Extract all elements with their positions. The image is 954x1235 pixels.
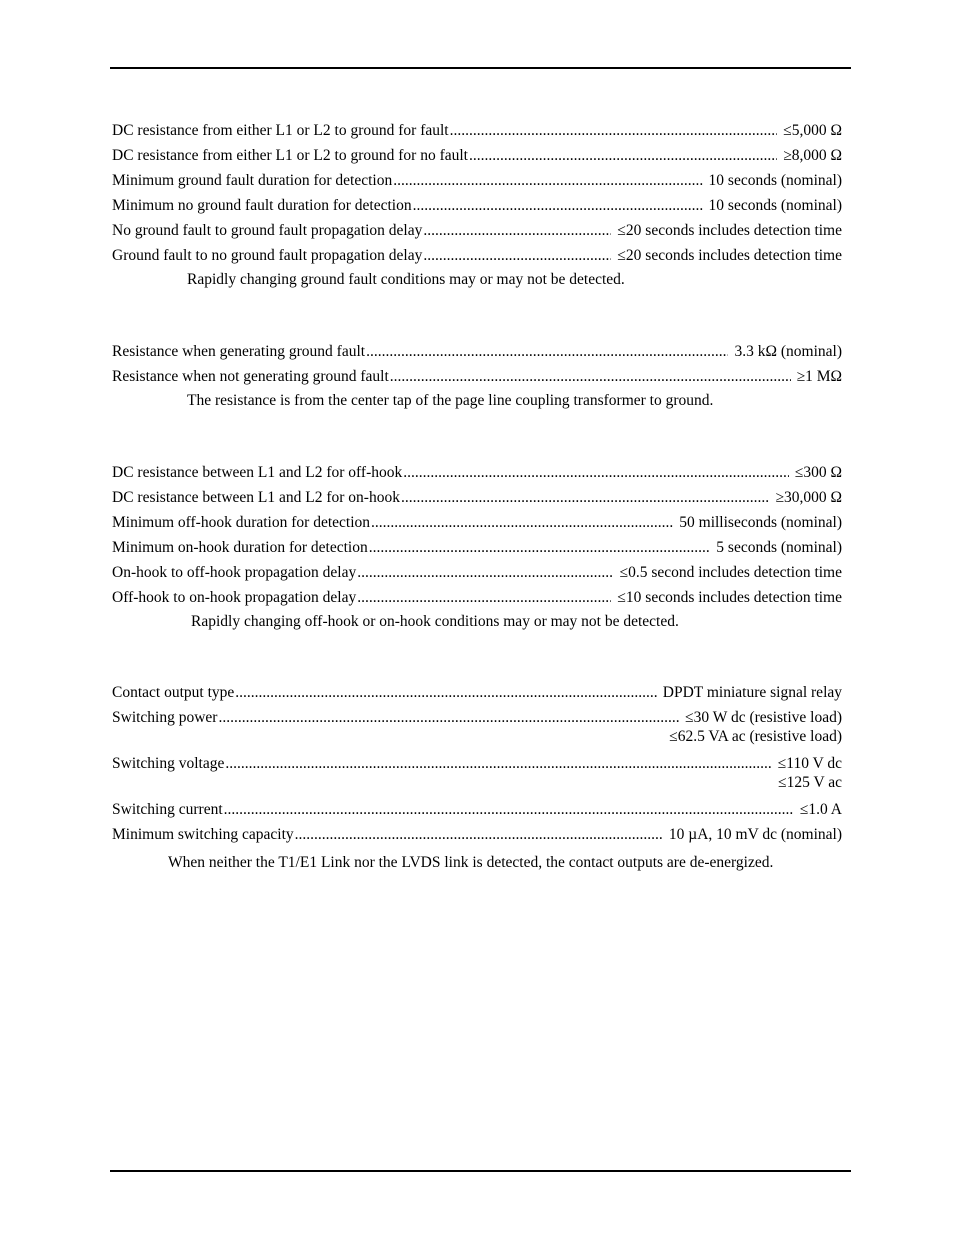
- spec-label: Resistance when generating ground fault: [112, 343, 366, 360]
- spec-label: DC resistance between L1 and L2 for off-hook: [112, 464, 403, 481]
- contact-outputs-note: When neither the T1/E1 Link nor the LVDS link is detected, the contact outputs are de-energized.: [168, 854, 774, 871]
- spec-value-continuation: ≤125 V ac: [778, 774, 842, 791]
- spec-value: 10 µA, 10 mV dc (nominal): [668, 826, 842, 843]
- dot-leader: [403, 460, 789, 485]
- dot-leader: [393, 168, 702, 193]
- spec-label: Ground fault to no ground fault propagation delay: [112, 247, 423, 264]
- dot-leader: [218, 705, 679, 730]
- spec-value: ≤20 seconds includes detection time: [617, 247, 842, 264]
- dot-leader: [401, 485, 770, 510]
- spec-value: ≤300 Ω: [794, 464, 842, 481]
- ground-fault-detection-note: Rapidly changing ground fault conditions may or may not be detected.: [187, 271, 625, 288]
- spec-value: ≤5,000 Ω: [783, 122, 842, 139]
- spec-row-off-to-on-hook-delay: [112, 585, 842, 610]
- dot-leader: [225, 751, 771, 776]
- spec-label: Off-hook to on-hook propagation delay: [112, 589, 357, 606]
- spec-row-not-generating-resistance: [112, 364, 842, 389]
- dot-leader: [423, 218, 611, 243]
- spec-row-off-hook-resistance: [112, 460, 842, 485]
- spec-row-min-off-hook-duration: [112, 510, 842, 535]
- spec-value: ≤0.5 second includes detection time: [619, 564, 842, 581]
- spec-value: ≥30,000 Ω: [775, 489, 842, 506]
- spec-value: 50 milliseconds (nominal): [679, 514, 842, 531]
- spec-label: DC resistance from either L1 or L2 to ground for no fault: [112, 147, 468, 164]
- spec-row-min-no-fault-duration: [112, 193, 842, 218]
- spec-value: DPDT miniature signal relay: [662, 684, 842, 701]
- spec-label: On-hook to off-hook propagation delay: [112, 564, 357, 581]
- spec-row-on-to-off-hook-delay: [112, 560, 842, 585]
- dot-leader: [224, 797, 794, 822]
- spec-value-continuation: ≤62.5 VA ac (resistive load): [669, 728, 842, 745]
- spec-row-no-fault-resistance: [112, 143, 842, 168]
- spec-row-switching-current: [112, 797, 842, 822]
- dot-leader: [390, 364, 791, 389]
- spec-value: ≥1 MΩ: [796, 368, 842, 385]
- spec-row-generating-resistance: [112, 339, 842, 364]
- dot-leader: [413, 193, 703, 218]
- spec-value: ≤1.0 A: [799, 801, 842, 818]
- spec-label: No ground fault to ground fault propagation delay: [112, 222, 423, 239]
- ground-fault-generation-section: [112, 339, 842, 413]
- spec-row-contact-output-type: [112, 680, 842, 705]
- spec-row-min-on-hook-duration: [112, 535, 842, 560]
- spec-label: Contact output type: [112, 684, 235, 701]
- spec-value: ≤20 seconds includes detection time: [617, 222, 842, 239]
- spec-label: Minimum no ground fault duration for detection: [112, 197, 412, 214]
- hook-detection-section: [112, 460, 842, 634]
- spec-label: Switching current: [112, 801, 223, 818]
- dot-leader: [357, 585, 611, 610]
- spec-row-min-switching-capacity: [112, 822, 842, 847]
- spec-label: Switching voltage: [112, 755, 225, 772]
- dot-leader: [235, 680, 657, 705]
- dot-leader: [469, 143, 777, 168]
- dot-leader: [366, 339, 728, 364]
- spec-row-fault-to-no-fault-delay: [112, 243, 842, 268]
- spec-value: ≤110 V dc: [777, 755, 842, 772]
- spec-row-switching-voltage: [112, 751, 842, 776]
- spec-value: ≤30 W dc (resistive load): [685, 709, 842, 726]
- dot-leader: [423, 243, 611, 268]
- hook-detection-note: Rapidly changing off-hook or on-hook conditions may or may not be detected.: [191, 613, 679, 630]
- footer-rule: [110, 1170, 851, 1172]
- dot-leader: [295, 822, 663, 847]
- spec-label: Minimum off-hook duration for detection: [112, 514, 370, 531]
- spec-row-min-fault-duration: [112, 168, 842, 193]
- ground-fault-generation-note: The resistance is from the center tap of the page line coupling transformer to ground.: [187, 392, 714, 409]
- spec-label: Minimum ground fault duration for detection: [112, 172, 393, 189]
- spec-label: DC resistance from either L1 or L2 to ground for fault: [112, 122, 449, 139]
- spec-label: Minimum on-hook duration for detection: [112, 539, 368, 556]
- spec-value: ≥8,000 Ω: [783, 147, 842, 164]
- spec-label: Switching power: [112, 709, 218, 726]
- contact-outputs-section: [112, 680, 842, 875]
- dot-leader: [450, 118, 778, 143]
- dot-leader: [369, 535, 711, 560]
- header-rule: [110, 67, 851, 69]
- spec-value: 3.3 kΩ (nominal): [734, 343, 842, 360]
- spec-value: 5 seconds (nominal): [716, 539, 842, 556]
- spec-row-no-fault-to-fault-delay: [112, 218, 842, 243]
- spec-value: 10 seconds (nominal): [708, 197, 842, 214]
- spec-row-on-hook-resistance: [112, 485, 842, 510]
- spec-value: 10 seconds (nominal): [708, 172, 842, 189]
- spec-label: Resistance when not generating ground fault: [112, 368, 389, 385]
- spec-value: ≤10 seconds includes detection time: [617, 589, 842, 606]
- dot-leader: [371, 510, 673, 535]
- spec-row-fault-resistance: [112, 118, 842, 143]
- spec-label: DC resistance between L1 and L2 for on-hook: [112, 489, 400, 506]
- ground-fault-detection-section: [112, 118, 842, 292]
- spec-label: Minimum switching capacity: [112, 826, 294, 843]
- dot-leader: [357, 560, 613, 585]
